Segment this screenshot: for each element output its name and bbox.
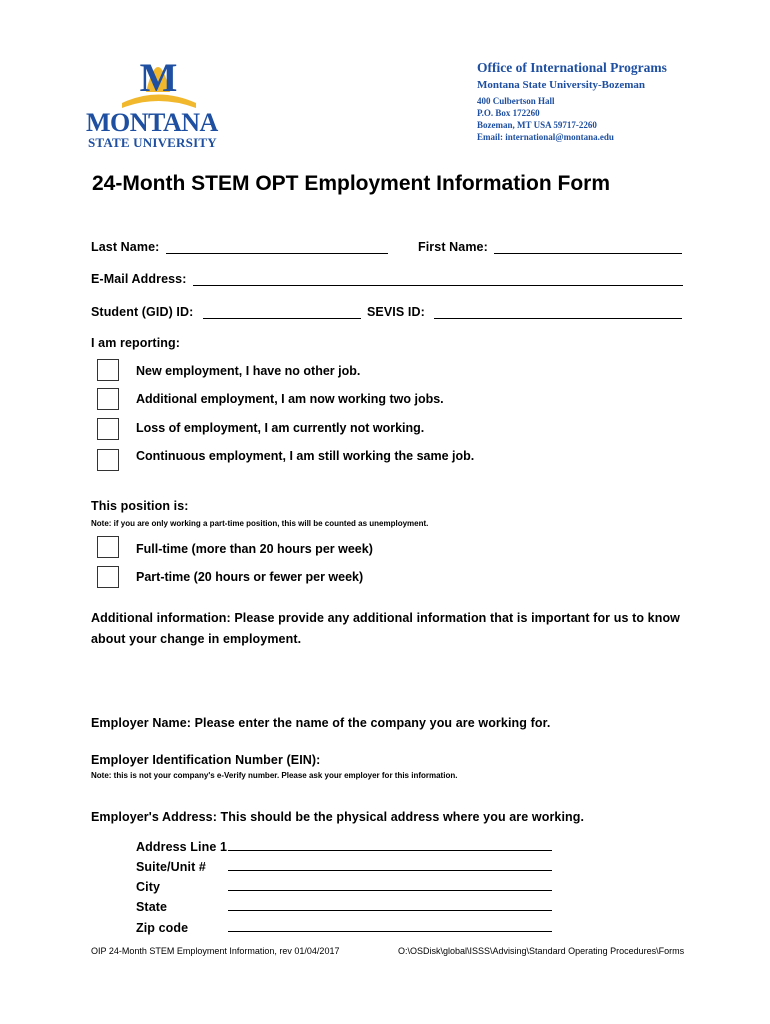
additional-info-label-line2: about your change in employment.	[91, 632, 302, 646]
employer-name-field[interactable]	[91, 734, 671, 750]
gid-field[interactable]	[203, 306, 361, 319]
position-note: Note: if you are only working a part-time position, this will be counted as unemployment.	[91, 519, 429, 528]
logo-letter: M	[139, 55, 178, 100]
form-title: 24-Month STEM OPT Employment Information Form	[92, 172, 611, 195]
logo-name-montana: MONTANA	[86, 108, 218, 137]
first-name-label: First Name:	[418, 240, 488, 254]
suite-unit-field[interactable]	[228, 858, 552, 871]
footer-file-path: O:\OSDisk\global\ISSS\Advising\Standard Operating Procedures\Forms	[398, 946, 685, 956]
reporting-label: I am reporting:	[91, 336, 181, 350]
last-name-field[interactable]	[166, 241, 388, 254]
reporting-checkbox-continuous[interactable]	[97, 449, 119, 471]
office-address-line2: P.O. Box 172260	[477, 108, 540, 118]
position-option-full-time: Full-time (more than 20 hours per week)	[136, 542, 373, 556]
reporting-checkbox-new[interactable]	[97, 359, 119, 381]
last-name-label: Last Name:	[91, 240, 160, 254]
address-line1-label: Address Line 1	[136, 840, 228, 854]
city-field[interactable]	[228, 878, 552, 891]
zip-code-field[interactable]	[228, 919, 552, 932]
sevis-label: SEVIS ID:	[367, 305, 425, 319]
office-university: Montana State University-Bozeman	[477, 79, 646, 91]
position-label: This position is:	[91, 499, 189, 513]
first-name-field[interactable]	[494, 241, 682, 254]
employer-address-label: Employer's Address: This should be the physical address where you are working.	[91, 810, 585, 824]
position-checkbox-full-time[interactable]	[97, 536, 119, 558]
office-email: Email: international@montana.edu	[477, 132, 614, 142]
office-title: Office of International Programs	[477, 60, 667, 75]
reporting-option-continuous: Continuous employment, I am still working the same job.	[136, 449, 475, 463]
address-line1-field[interactable]	[228, 838, 552, 851]
state-label: State	[136, 900, 168, 914]
university-logo	[86, 48, 231, 148]
additional-info-field[interactable]	[91, 652, 671, 707]
ein-label: Employer Identification Number (EIN):	[91, 753, 321, 767]
employer-name-label: Employer Name: Please enter the name of the company you are working for.	[91, 716, 551, 730]
reporting-option-additional: Additional employment, I am now working two jobs.	[136, 392, 444, 406]
reporting-checkbox-loss[interactable]	[97, 418, 119, 440]
city-label: City	[136, 880, 161, 894]
sevis-field[interactable]	[434, 306, 682, 319]
suite-unit-label: Suite/Unit #	[136, 860, 206, 874]
reporting-checkbox-additional[interactable]	[97, 388, 119, 410]
position-checkbox-part-time[interactable]	[97, 566, 119, 588]
office-address-line3: Bozeman, MT USA 59717-2260	[477, 120, 597, 130]
gid-label: Student (GID) ID:	[91, 305, 194, 319]
state-field[interactable]	[228, 898, 552, 911]
zip-code-label: Zip code	[136, 921, 189, 935]
logo-name-state-university: STATE UNIVERSITY	[88, 135, 217, 150]
reporting-option-new: New employment, I have no other job.	[136, 364, 361, 378]
office-address-line1: 400 Culbertson Hall	[477, 96, 555, 106]
ein-note: Note: this is not your company's e-Verify number. Please ask your employer for this information.	[91, 771, 458, 780]
email-field[interactable]	[193, 273, 683, 286]
additional-info-label-line1: Additional information: Please provide any additional information that is important for us to know	[91, 611, 680, 625]
position-option-part-time: Part-time (20 hours or fewer per week)	[136, 570, 364, 584]
email-label: E-Mail Address:	[91, 272, 187, 286]
footer-revision: OIP 24-Month STEM Employment Information, rev 01/04/2017	[91, 946, 340, 956]
reporting-option-loss: Loss of employment, I am currently not working.	[136, 421, 425, 435]
